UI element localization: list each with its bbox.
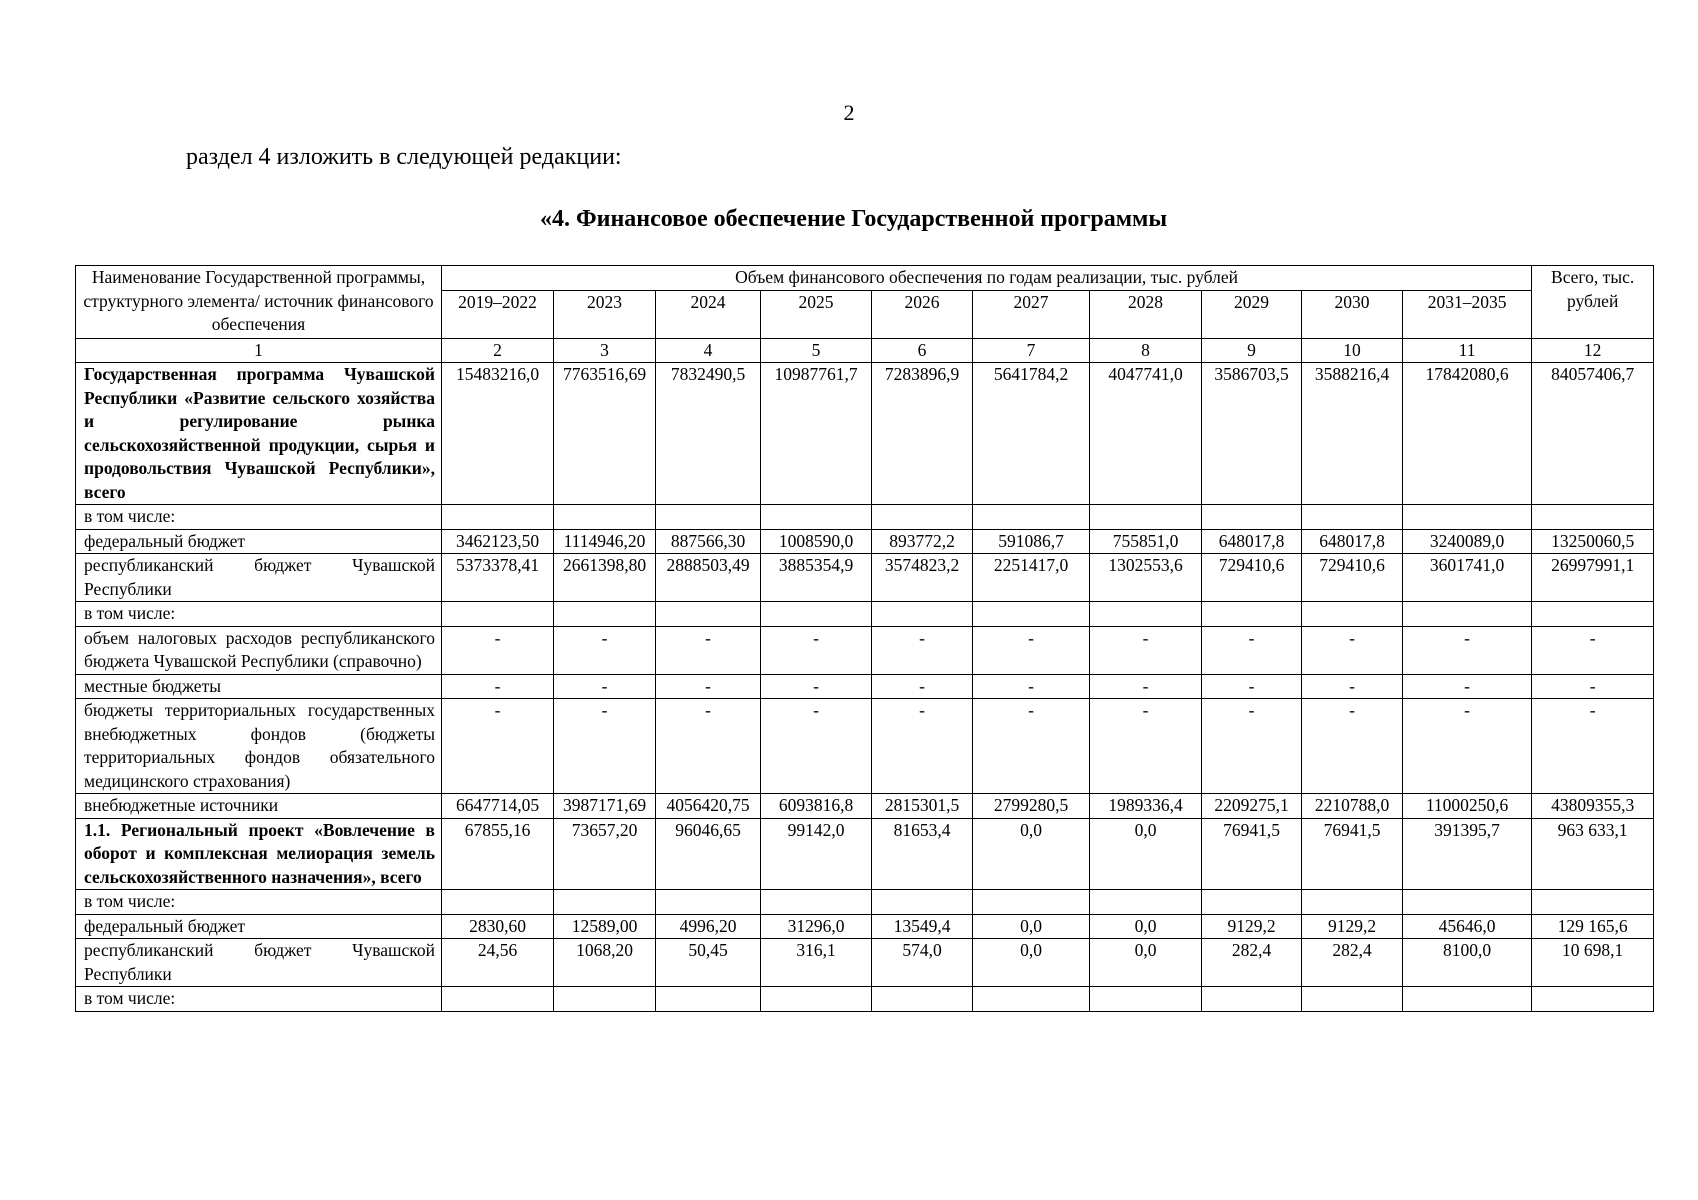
row-label: 1.1. Региональный проект «Вовлечение в оборот и комплексная мелиорация земель сельскохозяйственного назначения», всего — [76, 818, 442, 890]
cell-value: 0,0 — [1090, 939, 1202, 987]
cell-value — [1403, 987, 1532, 1012]
column-number: 12 — [1532, 338, 1654, 363]
table-row — [76, 987, 1654, 1012]
row-label: бюджеты территориальных государственных внебюджетных фондов (бюджеты территориальных фондов обязательного медицинского страхования) — [76, 699, 442, 794]
cell-value: 2251417,0 — [973, 554, 1090, 602]
cell-value — [973, 505, 1090, 530]
cell-value: 7763516,69 — [554, 363, 656, 505]
cell-value: 729410,6 — [1202, 554, 1302, 602]
cell-value: - — [656, 699, 761, 794]
cell-value: 2209275,1 — [1202, 794, 1302, 819]
cell-value: 99142,0 — [761, 818, 872, 890]
row-label: внебюджетные источники — [76, 794, 442, 819]
cell-value: 3240089,0 — [1403, 529, 1532, 554]
cell-value: 574,0 — [872, 939, 973, 987]
cell-value: - — [1090, 699, 1202, 794]
cell-value — [1090, 987, 1202, 1012]
cell-value — [1302, 602, 1403, 627]
header-year: 2019–2022 — [442, 290, 554, 338]
financing-table — [75, 265, 1654, 1012]
cell-value: 0,0 — [1090, 818, 1202, 890]
cell-value — [761, 890, 872, 915]
header-year: 2029 — [1202, 290, 1302, 338]
cell-value — [554, 505, 656, 530]
cell-value: 3586703,5 — [1202, 363, 1302, 505]
page-number: 2 — [843, 100, 855, 125]
cell-value — [1532, 890, 1654, 915]
cell-value: 129 165,6 — [1532, 914, 1654, 939]
cell-value — [1403, 505, 1532, 530]
cell-value — [973, 987, 1090, 1012]
cell-value — [1532, 602, 1654, 627]
cell-value: 31296,0 — [761, 914, 872, 939]
cell-value: 2888503,49 — [656, 554, 761, 602]
cell-value: 0,0 — [973, 939, 1090, 987]
cell-value — [1302, 890, 1403, 915]
cell-value: 24,56 — [442, 939, 554, 987]
cell-value: - — [1302, 699, 1403, 794]
row-label: в том числе: — [76, 505, 442, 530]
cell-value: - — [872, 674, 973, 699]
cell-value: - — [1202, 626, 1302, 674]
row-label: республиканский бюджет Чувашской Республики — [76, 939, 442, 987]
cell-value — [1090, 602, 1202, 627]
header-name-column: Наименование Государственной программы, структурного элемента/ источник финансового обеспечения — [76, 266, 442, 339]
cell-value: 282,4 — [1202, 939, 1302, 987]
cell-value: 13250060,5 — [1532, 529, 1654, 554]
cell-value: 0,0 — [1090, 914, 1202, 939]
table-row — [76, 890, 1654, 915]
cell-value: - — [761, 699, 872, 794]
column-number-row — [76, 338, 1654, 363]
cell-value: - — [1202, 674, 1302, 699]
column-number: 11 — [1403, 338, 1532, 363]
cell-value: 26997991,1 — [1532, 554, 1654, 602]
cell-value: - — [442, 626, 554, 674]
table-row — [76, 699, 1654, 794]
cell-value: - — [1532, 674, 1654, 699]
cell-value: 1989336,4 — [1090, 794, 1202, 819]
column-number: 10 — [1302, 338, 1403, 363]
cell-value: - — [656, 674, 761, 699]
row-label: республиканский бюджет Чувашской Республики — [76, 554, 442, 602]
cell-value: - — [761, 674, 872, 699]
cell-value: - — [761, 626, 872, 674]
table-row — [76, 914, 1654, 939]
cell-value: - — [872, 626, 973, 674]
cell-value: 12589,00 — [554, 914, 656, 939]
header-year: 2031–2035 — [1403, 290, 1532, 338]
cell-value: 84057406,7 — [1532, 363, 1654, 505]
column-number: 9 — [1202, 338, 1302, 363]
cell-value: 17842080,6 — [1403, 363, 1532, 505]
cell-value: - — [1532, 699, 1654, 794]
cell-value: 6093816,8 — [761, 794, 872, 819]
cell-value: 76941,5 — [1302, 818, 1403, 890]
cell-value — [442, 505, 554, 530]
header-year: 2027 — [973, 290, 1090, 338]
cell-value: 591086,7 — [973, 529, 1090, 554]
column-number: 4 — [656, 338, 761, 363]
cell-value: 4996,20 — [656, 914, 761, 939]
cell-value: 9129,2 — [1202, 914, 1302, 939]
cell-value: 5641784,2 — [973, 363, 1090, 505]
cell-value — [656, 890, 761, 915]
cell-value: 887566,30 — [656, 529, 761, 554]
table-row — [76, 939, 1654, 987]
column-number: 5 — [761, 338, 872, 363]
column-number: 1 — [76, 338, 442, 363]
cell-value: 3601741,0 — [1403, 554, 1532, 602]
row-label: в том числе: — [76, 602, 442, 627]
column-number: 2 — [442, 338, 554, 363]
cell-value: - — [1090, 674, 1202, 699]
header-year: 2023 — [554, 290, 656, 338]
cell-value: 3574823,2 — [872, 554, 973, 602]
table-row — [76, 554, 1654, 602]
cell-value: - — [554, 626, 656, 674]
cell-value: 391395,7 — [1403, 818, 1532, 890]
cell-value: - — [1202, 699, 1302, 794]
intro-text: раздел 4 изложить в следующей редакции: — [186, 144, 622, 170]
header-total-column: Всего, тыс. рублей — [1532, 266, 1654, 339]
cell-value: - — [973, 674, 1090, 699]
cell-value — [442, 890, 554, 915]
section-heading: «4. Финансовое обеспечение Государственной программы — [540, 206, 1168, 232]
cell-value: 3462123,50 — [442, 529, 554, 554]
column-number: 3 — [554, 338, 656, 363]
cell-value: - — [442, 699, 554, 794]
cell-value: - — [1403, 626, 1532, 674]
cell-value: 1068,20 — [554, 939, 656, 987]
row-label: в том числе: — [76, 890, 442, 915]
cell-value: 2210788,0 — [1302, 794, 1403, 819]
row-label: Государственная программа Чувашской Республики «Развитие сельского хозяйства и регулирование рынка сельскохозяйственной продукции, сырья и продовольствия Чувашской Республики», всего — [76, 363, 442, 505]
cell-value: 2799280,5 — [973, 794, 1090, 819]
cell-value: 67855,16 — [442, 818, 554, 890]
cell-value: 3885354,9 — [761, 554, 872, 602]
cell-value: 9129,2 — [1302, 914, 1403, 939]
cell-value: 0,0 — [973, 914, 1090, 939]
cell-value: 648017,8 — [1302, 529, 1403, 554]
column-number: 6 — [872, 338, 973, 363]
cell-value: 50,45 — [656, 939, 761, 987]
cell-value — [973, 890, 1090, 915]
cell-value: - — [973, 626, 1090, 674]
cell-value: 8100,0 — [1403, 939, 1532, 987]
row-label: местные бюджеты — [76, 674, 442, 699]
cell-value: 2661398,80 — [554, 554, 656, 602]
column-number: 7 — [973, 338, 1090, 363]
cell-value: 10987761,7 — [761, 363, 872, 505]
cell-value: 0,0 — [973, 818, 1090, 890]
table-row — [76, 794, 1654, 819]
cell-value: 4047741,0 — [1090, 363, 1202, 505]
cell-value: 2830,60 — [442, 914, 554, 939]
cell-value: - — [1302, 626, 1403, 674]
cell-value — [442, 602, 554, 627]
cell-value — [1403, 602, 1532, 627]
cell-value — [1532, 987, 1654, 1012]
cell-value — [656, 505, 761, 530]
cell-value: 13549,4 — [872, 914, 973, 939]
cell-value — [656, 987, 761, 1012]
cell-value: 6647714,05 — [442, 794, 554, 819]
table-row — [76, 363, 1654, 505]
cell-value: 4056420,75 — [656, 794, 761, 819]
cell-value — [872, 602, 973, 627]
cell-value: - — [1403, 699, 1532, 794]
cell-value: - — [554, 699, 656, 794]
cell-value — [761, 987, 872, 1012]
cell-value — [554, 987, 656, 1012]
cell-value — [442, 987, 554, 1012]
cell-value — [872, 505, 973, 530]
table-row — [76, 505, 1654, 530]
row-label: объем налоговых расходов республиканского бюджета Чувашской Республики (справочно) — [76, 626, 442, 674]
cell-value: 3987171,69 — [554, 794, 656, 819]
cell-value — [1090, 505, 1202, 530]
cell-value: - — [973, 699, 1090, 794]
header-year: 2026 — [872, 290, 973, 338]
table-row — [76, 626, 1654, 674]
cell-value: 282,4 — [1302, 939, 1403, 987]
cell-value: 1114946,20 — [554, 529, 656, 554]
cell-value — [872, 890, 973, 915]
cell-value: 755851,0 — [1090, 529, 1202, 554]
cell-value: 7832490,5 — [656, 363, 761, 505]
table-row — [76, 529, 1654, 554]
cell-value: - — [1403, 674, 1532, 699]
cell-value — [1202, 505, 1302, 530]
cell-value: 1008590,0 — [761, 529, 872, 554]
cell-value: - — [872, 699, 973, 794]
header-year: 2030 — [1302, 290, 1403, 338]
cell-value: 43809355,3 — [1532, 794, 1654, 819]
cell-value: - — [442, 674, 554, 699]
column-number: 8 — [1090, 338, 1202, 363]
cell-value: - — [554, 674, 656, 699]
cell-value — [1202, 987, 1302, 1012]
cell-value: 648017,8 — [1202, 529, 1302, 554]
cell-value — [1202, 890, 1302, 915]
header-year: 2025 — [761, 290, 872, 338]
header-year: 2028 — [1090, 290, 1202, 338]
table-row — [76, 674, 1654, 699]
cell-value: 96046,65 — [656, 818, 761, 890]
cell-value: 1302553,6 — [1090, 554, 1202, 602]
cell-value — [1202, 602, 1302, 627]
cell-value: 11000250,6 — [1403, 794, 1532, 819]
cell-value — [554, 602, 656, 627]
cell-value: 76941,5 — [1202, 818, 1302, 890]
table-row — [76, 602, 1654, 627]
cell-value: 963 633,1 — [1532, 818, 1654, 890]
header-volume-group: Объем финансового обеспечения по годам реализации, тыс. рублей — [442, 266, 1532, 291]
cell-value: 729410,6 — [1302, 554, 1403, 602]
cell-value: 316,1 — [761, 939, 872, 987]
cell-value — [872, 987, 973, 1012]
cell-value: 5373378,41 — [442, 554, 554, 602]
cell-value: 15483216,0 — [442, 363, 554, 505]
cell-value — [1532, 505, 1654, 530]
cell-value — [973, 602, 1090, 627]
header-year: 2024 — [656, 290, 761, 338]
cell-value — [1302, 505, 1403, 530]
cell-value: 2815301,5 — [872, 794, 973, 819]
cell-value: 893772,2 — [872, 529, 973, 554]
cell-value — [1403, 890, 1532, 915]
cell-value: - — [1090, 626, 1202, 674]
table-row — [76, 818, 1654, 890]
cell-value — [554, 890, 656, 915]
cell-value: - — [656, 626, 761, 674]
cell-value — [656, 602, 761, 627]
row-label: федеральный бюджет — [76, 529, 442, 554]
row-label: федеральный бюджет — [76, 914, 442, 939]
row-label: в том числе: — [76, 987, 442, 1012]
cell-value: - — [1302, 674, 1403, 699]
cell-value: 7283896,9 — [872, 363, 973, 505]
cell-value — [1090, 890, 1202, 915]
cell-value — [761, 505, 872, 530]
cell-value: 3588216,4 — [1302, 363, 1403, 505]
cell-value — [761, 602, 872, 627]
cell-value: 81653,4 — [872, 818, 973, 890]
cell-value — [1302, 987, 1403, 1012]
cell-value: 73657,20 — [554, 818, 656, 890]
cell-value: - — [1532, 626, 1654, 674]
cell-value: 45646,0 — [1403, 914, 1532, 939]
cell-value: 10 698,1 — [1532, 939, 1654, 987]
